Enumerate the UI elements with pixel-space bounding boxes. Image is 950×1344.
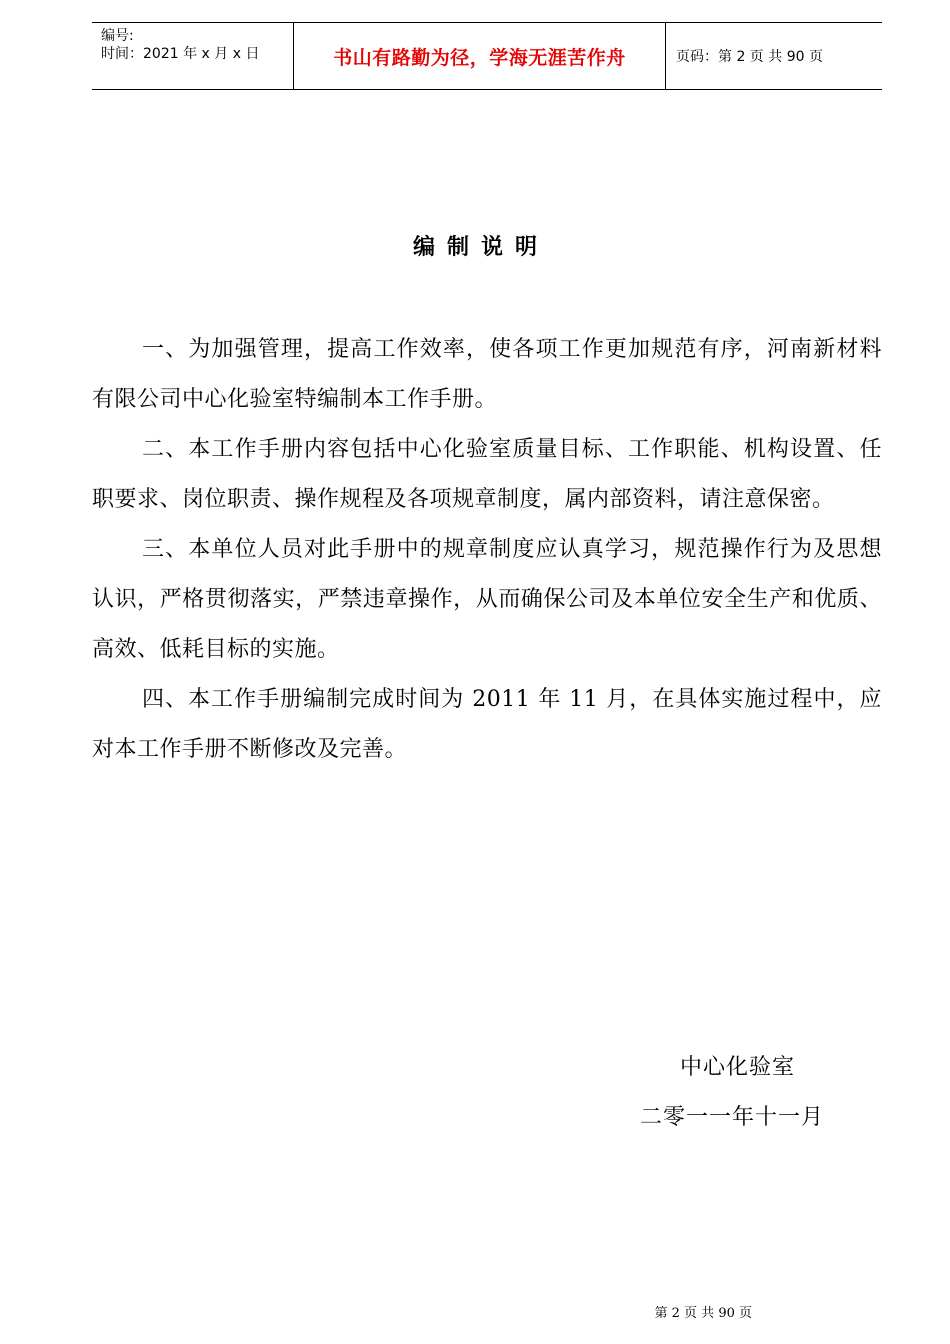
document-body: [92, 325, 882, 775]
header-motto: 书山有路勤为径，学海无涯苦作舟: [293, 23, 666, 89]
header-date-label: 时间：2021 年 x 月 x 日: [101, 46, 260, 62]
paragraph-2: 二、本工作手册内容包括中心化验室质量目标、工作职能、机构设置、任职要求、岗位职责、操作规程及各项规章制度，属内部资料，请注意保密。: [92, 437, 882, 512]
page-footer: 第 2 页 共 90 页: [654, 1306, 752, 1321]
paragraph-4: 四、本工作手册编制完成时间为 2011 年 11 月，在具体实施过程中，应对本工作手册不断修改及完善。: [92, 687, 882, 762]
page-header: [92, 22, 882, 90]
signature-date: 二零一一年十一月: [640, 1105, 825, 1130]
document-title: 编制说明: [412, 235, 549, 260]
signature-department: 中心化验室: [680, 1055, 796, 1080]
header-page-label: 页码：第 2 页 共 90 页: [676, 49, 823, 65]
header-code-label: 编号:: [101, 28, 134, 44]
paragraph-3: 三、本单位人员对此手册中的规章制度应认真学习，规范操作行为及思想认识，严格贯彻落实，严禁违章操作，从而确保公司及本单位安全生产和优质、高效、低耗目标的实施。: [92, 537, 882, 662]
header-meta: [92, 23, 293, 89]
paragraph-1: 一、为加强管理，提高工作效率，使各项工作更加规范有序，河南新材料有限公司中心化验室特编制本工作手册。: [92, 337, 882, 412]
